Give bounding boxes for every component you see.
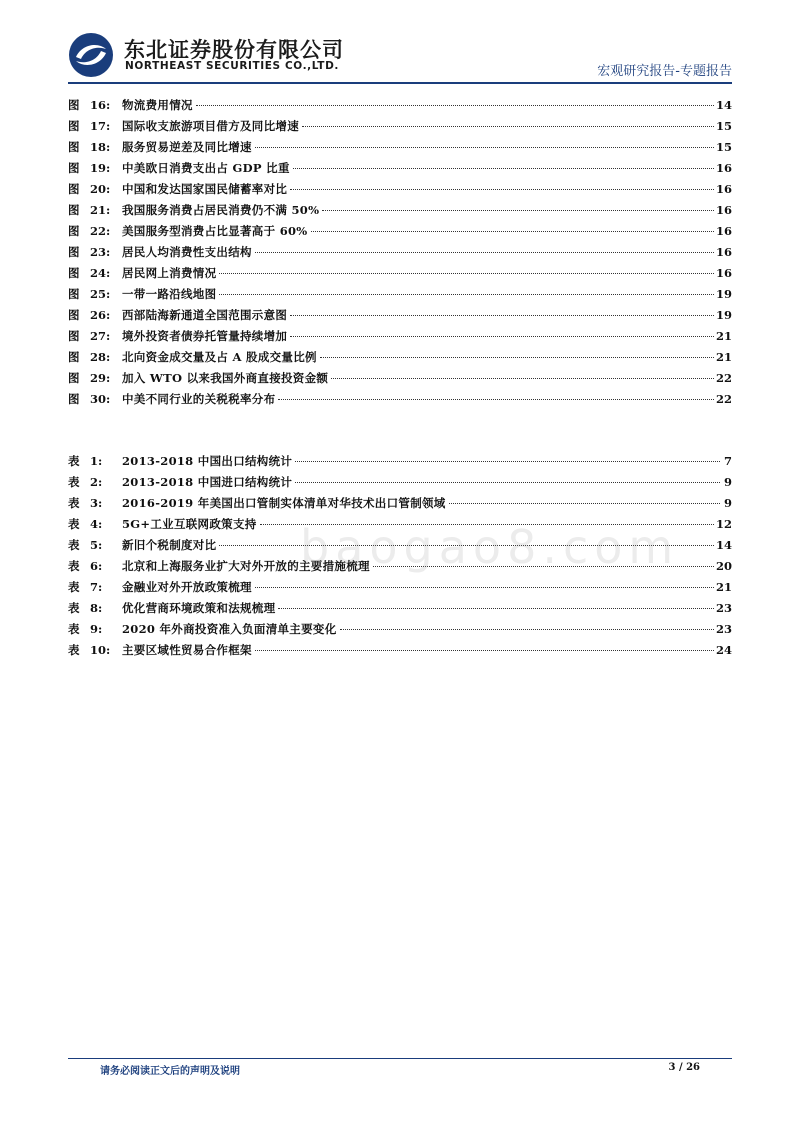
dot-leader bbox=[322, 210, 714, 211]
entry-number: 10: bbox=[90, 643, 111, 657]
entry-page: 9 bbox=[723, 496, 732, 510]
toc-entry[interactable] bbox=[68, 137, 732, 158]
entry-prefix: 表 bbox=[68, 643, 80, 657]
dot-leader bbox=[320, 357, 714, 358]
entry-title: 优化营商环境政策和法规梳理 bbox=[122, 601, 276, 615]
entry-title: 居民网上消费情况 bbox=[122, 266, 217, 280]
dot-leader bbox=[311, 231, 714, 232]
dot-leader bbox=[449, 503, 720, 504]
entry-title: 金融业对外开放政策梳理 bbox=[122, 580, 252, 594]
entry-title: 2013-2018 中国出口结构统计 bbox=[122, 454, 293, 468]
entry-page: 16 bbox=[715, 266, 732, 280]
entry-prefix: 表 bbox=[68, 517, 80, 531]
toc-entry[interactable] bbox=[68, 116, 732, 137]
report-type: 宏观研究报告-专题报告 bbox=[597, 64, 732, 79]
entry-page: 24 bbox=[715, 643, 732, 657]
dot-leader bbox=[340, 629, 714, 630]
entry-prefix: 表 bbox=[68, 454, 80, 468]
toc-entry[interactable] bbox=[68, 200, 732, 221]
entry-page: 15 bbox=[715, 119, 732, 133]
entry-title: 居民人均消费性支出结构 bbox=[122, 245, 252, 259]
entry-number: 5: bbox=[90, 538, 103, 552]
entry-title: 2020 年外商投资准入负面清单主要变化 bbox=[122, 622, 337, 636]
dot-leader bbox=[278, 399, 714, 400]
entry-page: 19 bbox=[715, 287, 732, 301]
entry-number: 20: bbox=[90, 182, 111, 196]
dot-leader bbox=[196, 105, 714, 106]
toc-entry[interactable] bbox=[68, 326, 732, 347]
toc-entry[interactable] bbox=[68, 451, 732, 472]
figure-list bbox=[68, 95, 732, 410]
entry-title: 中美欧日消费支出占 GDP 比重 bbox=[122, 161, 290, 175]
dot-leader bbox=[255, 650, 714, 651]
entry-number: 1: bbox=[90, 454, 103, 468]
company-name-en: NORTHEAST SECURITIES CO.,LTD. bbox=[125, 60, 339, 72]
entry-page: 21 bbox=[715, 580, 732, 594]
entry-prefix: 图 bbox=[68, 266, 80, 280]
entry-prefix: 图 bbox=[68, 329, 80, 343]
entry-number: 2: bbox=[90, 475, 103, 489]
dot-leader bbox=[302, 126, 714, 127]
entry-prefix: 图 bbox=[68, 98, 80, 112]
entry-prefix: 图 bbox=[68, 182, 80, 196]
dot-leader bbox=[290, 315, 714, 316]
footer-divider bbox=[68, 1058, 732, 1059]
toc-entry[interactable] bbox=[68, 95, 732, 116]
entry-number: 17: bbox=[90, 119, 111, 133]
entry-page: 16 bbox=[715, 182, 732, 196]
entry-title: 一带一路沿线地图 bbox=[122, 287, 217, 301]
entry-title: 我国服务消费占居民消费仍不满 50% bbox=[122, 203, 320, 217]
entry-prefix: 图 bbox=[68, 161, 80, 175]
entry-prefix: 表 bbox=[68, 559, 80, 573]
entry-page: 23 bbox=[715, 622, 732, 636]
entry-prefix: 表 bbox=[68, 538, 80, 552]
header-divider bbox=[68, 82, 732, 84]
dot-leader bbox=[293, 168, 714, 169]
dot-leader bbox=[295, 482, 720, 483]
entry-title: 物流费用情况 bbox=[122, 98, 193, 112]
entry-title: 北京和上海服务业扩大对外开放的主要措施梳理 bbox=[122, 559, 370, 573]
entry-prefix: 图 bbox=[68, 308, 80, 322]
entry-title: 主要区域性贸易合作框架 bbox=[122, 643, 252, 657]
entry-number: 26: bbox=[90, 308, 111, 322]
toc-entry[interactable] bbox=[68, 221, 732, 242]
entry-number: 25: bbox=[90, 287, 111, 301]
entry-number: 21: bbox=[90, 203, 111, 217]
entry-page: 20 bbox=[715, 559, 732, 573]
entry-page: 12 bbox=[715, 517, 732, 531]
entry-title: 境外投资者债券托管量持续增加 bbox=[122, 329, 288, 343]
toc-entry[interactable] bbox=[68, 598, 732, 619]
dot-leader bbox=[290, 189, 714, 190]
entry-prefix: 图 bbox=[68, 224, 80, 238]
entry-title: 美国服务型消费占比显著高于 60% bbox=[122, 224, 308, 238]
entry-number: 6: bbox=[90, 559, 103, 573]
entry-number: 29: bbox=[90, 371, 111, 385]
dot-leader bbox=[278, 608, 714, 609]
entry-title: 5G+工业互联网政策支持 bbox=[122, 517, 257, 531]
entry-page: 16 bbox=[715, 203, 732, 217]
entry-title: 2016-2019 年美国出口管制实体清单对华技术出口管制领域 bbox=[122, 496, 446, 510]
toc-entry[interactable] bbox=[68, 242, 732, 263]
entry-number: 22: bbox=[90, 224, 111, 238]
entry-prefix: 表 bbox=[68, 622, 80, 636]
entry-page: 16 bbox=[715, 161, 732, 175]
watermark: baogao8.com bbox=[300, 520, 680, 574]
dot-leader bbox=[255, 587, 714, 588]
entry-number: 3: bbox=[90, 496, 103, 510]
dot-leader bbox=[255, 252, 714, 253]
dot-leader bbox=[255, 147, 714, 148]
entry-page: 14 bbox=[715, 98, 732, 112]
dot-leader bbox=[290, 336, 714, 337]
entry-number: 23: bbox=[90, 245, 111, 259]
entry-title: 服务贸易逆差及同比增速 bbox=[122, 140, 252, 154]
toc-entry[interactable] bbox=[68, 368, 732, 389]
entry-prefix: 图 bbox=[68, 140, 80, 154]
entry-number: 30: bbox=[90, 392, 111, 406]
toc-entry[interactable] bbox=[68, 263, 732, 284]
entry-page: 21 bbox=[715, 350, 732, 364]
entry-page: 21 bbox=[715, 329, 732, 343]
entry-number: 24: bbox=[90, 266, 111, 280]
footer-disclaimer: 请务必阅读正文后的声明及说明 bbox=[100, 1066, 240, 1077]
entry-title: 加入 WTO 以来我国外商直接投资金额 bbox=[122, 371, 329, 385]
entry-number: 9: bbox=[90, 622, 103, 636]
entry-page: 9 bbox=[723, 475, 732, 489]
entry-prefix: 表 bbox=[68, 580, 80, 594]
entry-prefix: 表 bbox=[68, 496, 80, 510]
toc-entry[interactable] bbox=[68, 179, 732, 200]
entry-page: 22 bbox=[715, 392, 732, 406]
entry-prefix: 表 bbox=[68, 475, 80, 489]
entry-prefix: 图 bbox=[68, 371, 80, 385]
toc-entry[interactable] bbox=[68, 493, 732, 514]
toc-entry[interactable] bbox=[68, 472, 732, 493]
toc-entry[interactable] bbox=[68, 305, 732, 326]
entry-prefix: 图 bbox=[68, 245, 80, 259]
entry-page: 16 bbox=[715, 224, 732, 238]
toc-entry[interactable] bbox=[68, 284, 732, 305]
company-name-cn: 东北证券股份有限公司 bbox=[124, 38, 344, 62]
entry-number: 8: bbox=[90, 601, 103, 615]
entry-title: 西部陆海新通道全国范围示意图 bbox=[122, 308, 288, 322]
entry-number: 18: bbox=[90, 140, 111, 154]
entry-title: 新旧个税制度对比 bbox=[122, 538, 217, 552]
entry-number: 16: bbox=[90, 98, 111, 112]
dot-leader bbox=[219, 273, 714, 274]
toc-entry[interactable] bbox=[68, 158, 732, 179]
entry-title: 国际收支旅游项目借方及同比增速 bbox=[122, 119, 299, 133]
dot-leader bbox=[331, 378, 714, 379]
entry-prefix: 图 bbox=[68, 350, 80, 364]
entry-title: 2013-2018 中国进口结构统计 bbox=[122, 475, 293, 489]
entry-page: 15 bbox=[715, 140, 732, 154]
entry-page: 7 bbox=[723, 454, 732, 468]
toc-entry[interactable] bbox=[68, 389, 732, 410]
toc-entry[interactable] bbox=[68, 619, 732, 640]
page-header bbox=[68, 30, 732, 80]
entry-number: 28: bbox=[90, 350, 111, 364]
entry-page: 19 bbox=[715, 308, 732, 322]
entry-prefix: 图 bbox=[68, 392, 80, 406]
toc-entry[interactable] bbox=[68, 577, 732, 598]
entry-title: 中国和发达国家国民储蓄率对比 bbox=[122, 182, 288, 196]
entry-number: 27: bbox=[90, 329, 111, 343]
entry-title: 北向资金成交量及占 A 股成交量比例 bbox=[122, 350, 317, 364]
entry-title: 中美不同行业的关税税率分布 bbox=[122, 392, 276, 406]
dot-leader bbox=[219, 294, 714, 295]
entry-page: 14 bbox=[715, 538, 732, 552]
entry-number: 19: bbox=[90, 161, 111, 175]
entry-page: 16 bbox=[715, 245, 732, 259]
page-number: 3 / 26 bbox=[668, 1062, 700, 1073]
entry-page: 22 bbox=[715, 371, 732, 385]
toc-entry[interactable] bbox=[68, 347, 732, 368]
entry-prefix: 图 bbox=[68, 203, 80, 217]
entry-page: 23 bbox=[715, 601, 732, 615]
entry-prefix: 表 bbox=[68, 601, 80, 615]
entry-number: 4: bbox=[90, 517, 103, 531]
entry-prefix: 图 bbox=[68, 287, 80, 301]
entry-number: 7: bbox=[90, 580, 103, 594]
company-logo-icon bbox=[68, 32, 114, 78]
entry-prefix: 图 bbox=[68, 119, 80, 133]
dot-leader bbox=[295, 461, 720, 462]
toc-entry[interactable] bbox=[68, 640, 732, 661]
